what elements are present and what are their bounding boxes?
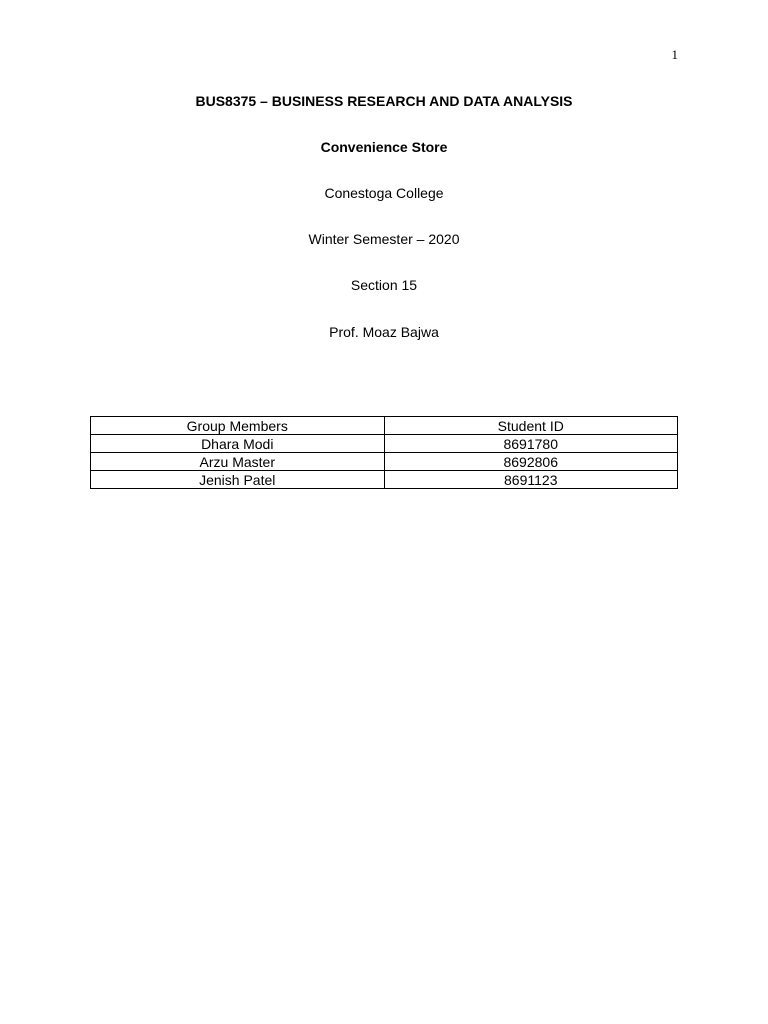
table-row bbox=[91, 453, 678, 471]
section: Section 15 bbox=[350, 277, 418, 293]
semester: Winter Semester – 2020 bbox=[308, 231, 460, 247]
table-row bbox=[91, 471, 678, 489]
table-header-row bbox=[91, 417, 678, 435]
report-title: Convenience Store bbox=[320, 139, 448, 155]
column-header-student-id: Student ID bbox=[384, 417, 678, 435]
member-name-cell: Arzu Master bbox=[91, 453, 385, 471]
college-name: Conestoga College bbox=[324, 185, 444, 201]
course-title: BUS8375 – BUSINESS RESEARCH AND DATA ANALYSIS bbox=[195, 93, 573, 109]
column-header-group-members: Group Members bbox=[91, 417, 385, 435]
member-name-cell: Dhara Modi bbox=[91, 435, 385, 453]
table-row bbox=[91, 435, 678, 453]
page-number: 1 bbox=[671, 47, 678, 62]
student-id-cell: 8691123 bbox=[384, 471, 678, 489]
student-id-cell: 8691780 bbox=[384, 435, 678, 453]
student-id-cell: 8692806 bbox=[384, 453, 678, 471]
professor-name: Prof. Moaz Bajwa bbox=[329, 324, 439, 340]
member-name-cell: Jenish Patel bbox=[91, 471, 385, 489]
group-members-table bbox=[90, 416, 678, 489]
